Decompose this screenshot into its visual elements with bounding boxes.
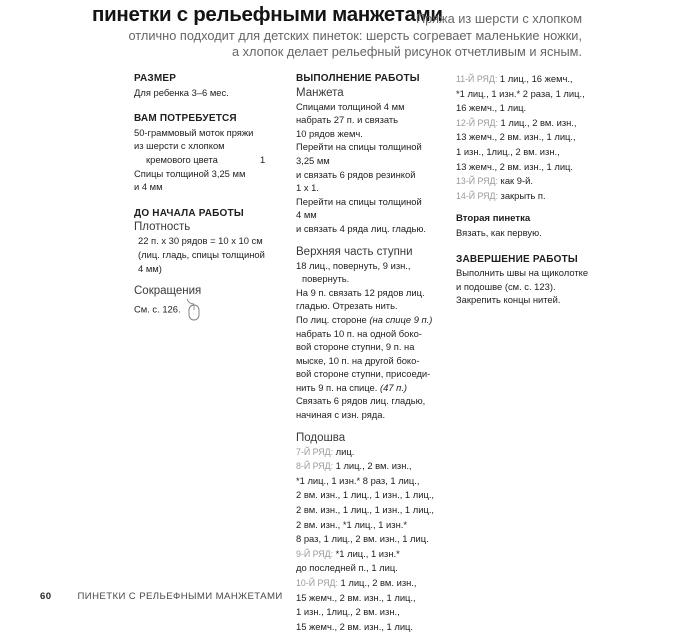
materials-line: Спицы толщиной 3,25 мм: [134, 167, 246, 179]
row-label: 11-Й РЯД:: [456, 74, 498, 84]
row-text: 1 лиц., 2 вм. изн.,: [333, 460, 412, 472]
cuff-heading: Манжета: [296, 86, 344, 99]
top-line: [296, 313, 448, 327]
density-line: 4 мм): [138, 262, 162, 274]
cuff-line: и связать 4 ряда лиц. гладью.: [296, 222, 427, 234]
finish-line: и подошве (см. с. 123).: [456, 280, 556, 292]
top-line: [296, 381, 448, 395]
sole-row: [296, 503, 448, 518]
cuff-line: 1 х 1.: [296, 182, 319, 194]
top-text: нить 9 п. на спице.: [296, 381, 380, 393]
row-text: 2 вм. изн., 1 лиц., 1 изн., 1 лиц.,: [296, 504, 435, 516]
materials-heading: ВАМ ПОТРЕБУЕТСЯ: [134, 113, 237, 125]
sole-row: [296, 532, 448, 547]
cuff-line: набрать 27 п. и связать: [296, 114, 399, 126]
sole-row: [456, 87, 598, 102]
row-text: 1 изн., 1лиц., 2 вм. изн.,: [296, 606, 400, 618]
intro-line: отлично подходит для детских пинеток: шерсть согревает маленькие ножки,: [128, 28, 582, 43]
finish-line: Закрепить концы нитей.: [456, 294, 561, 306]
density-heading: Плотность: [134, 221, 191, 234]
materials-line: [134, 153, 284, 167]
top-text: По лиц. стороне: [296, 313, 370, 325]
mouse-cursor-icon: [185, 298, 203, 322]
second-bootie-text: Вязать, как первую.: [456, 226, 542, 238]
materials-line: 50-граммовый моток пряжи: [134, 126, 254, 138]
row-text: 15 жемч., 2 вм. изн., 1 лиц.: [296, 620, 414, 632]
row-text: как 9-й.: [497, 175, 533, 187]
sole-row: [456, 72, 598, 87]
top-line: 18 лиц., повернуть, 9 изн.,: [296, 259, 411, 271]
top-line: вой стороне ступни, присоеди-: [296, 368, 431, 380]
sole-row: [296, 620, 448, 634]
finish-line: Выполнить швы на щиколотке: [456, 267, 589, 279]
intro-line: Пряжа из шерсти с хлопком: [415, 11, 582, 26]
sole-row: [456, 130, 598, 145]
row-text: 1 лиц., 2 вм. изн.,: [497, 116, 577, 128]
sole-row: [456, 101, 598, 116]
sole-row: [296, 518, 448, 533]
abbr-value: [134, 298, 284, 322]
top-note: (на спице 9 п.): [369, 313, 433, 325]
intro-line: а хлопок делает рельефный рисунок отчетливым и ясным.: [231, 44, 582, 59]
top-line: мыске, 10 п. на другой боко-: [296, 354, 420, 366]
sole-row: [456, 160, 598, 175]
column-materials: [134, 72, 284, 322]
row-text: 1 лиц., 2 вм. изн.,: [337, 577, 417, 588]
top-line: начиная с изн. ряда.: [296, 409, 386, 421]
row-text: 15 жемч., 2 вм. изн., 1 лиц.,: [296, 591, 416, 603]
size-value: Для ребенка 3–6 мес.: [134, 86, 229, 98]
row-label: 14-Й РЯД:: [456, 190, 498, 201]
page-number: 60: [40, 591, 52, 602]
row-label: 10-Й РЯД:: [296, 578, 338, 588]
cuff-line: 3,25 мм: [296, 154, 330, 166]
sole-row: [456, 116, 598, 131]
row-text: лиц.: [333, 445, 355, 457]
cuff-line: 10 рядов жемч.: [296, 127, 363, 139]
cuff-line: Спицами толщиной 4 мм: [296, 100, 405, 112]
column-instructions: [296, 72, 448, 634]
sole-heading: Подошва: [296, 431, 346, 444]
materials-line: и 4 мм: [134, 181, 163, 193]
sole-row: [296, 561, 448, 576]
work-heading: ВЫПОЛНЕНИЕ РАБОТЫ: [296, 73, 420, 84]
sole-row: [296, 547, 448, 562]
row-text: 1 изн., 1лиц., 2 вм. изн.,: [456, 145, 560, 157]
sole-row: [296, 459, 448, 474]
sole-row: [296, 445, 448, 460]
cuff-line: 4 мм: [296, 209, 317, 221]
row-label: 8-Й РЯД:: [296, 461, 334, 472]
row-label: 13-Й РЯД:: [456, 176, 498, 187]
sole-row: [296, 576, 448, 591]
row-text: 2 вм. изн., *1 лиц., 1 изн.*: [296, 518, 408, 530]
row-text: *1 лиц., 1 изн.* 8 раз, 1 лиц.,: [296, 474, 420, 486]
top-note: (47 п.): [380, 381, 408, 393]
top-heading: Верхняя часть ступни: [296, 245, 413, 258]
top-line: набрать 10 п. на одной боко-: [296, 327, 422, 339]
top-line: гладью. Отрезать нить.: [296, 300, 398, 312]
row-label: 12-Й РЯД:: [456, 117, 498, 128]
density-line: (лиц. гладь, спицы толщиной: [138, 248, 265, 260]
row-label: 7-Й РЯД:: [296, 446, 334, 457]
sole-row: [456, 145, 598, 160]
size-heading: РАЗМЕР: [134, 73, 177, 84]
row-label: 9-Й РЯД:: [296, 548, 334, 559]
sole-row: [296, 488, 448, 503]
top-line: На 9 п. связать 12 рядов лиц.: [296, 286, 425, 298]
row-text: 1 лиц., 16 жемч.,: [497, 73, 573, 84]
cuff-line: и связать 6 рядов резинкой: [296, 168, 416, 180]
sole-row: [456, 189, 598, 204]
row-text: 2 вм. изн., 1 лиц., 1 изн., 1 лиц.,: [296, 489, 435, 501]
page-footer: [40, 591, 283, 602]
density-line: 22 п. х 30 рядов = 10 х 10 см: [138, 235, 263, 247]
sole-row: [296, 591, 448, 606]
row-text: закрыть п.: [497, 189, 546, 201]
abbr-heading: Сокращения: [134, 285, 202, 298]
second-bootie-heading: Вторая пинетка: [456, 213, 531, 225]
finish-heading: ЗАВЕРШЕНИЕ РАБОТЫ: [456, 253, 578, 265]
top-line: Связать 6 рядов лиц. гладью,: [296, 395, 426, 407]
sole-row: [296, 605, 448, 620]
running-title: ПИНЕТКИ С РЕЛЬЕФНЫМИ МАНЖЕТАМИ: [77, 591, 283, 602]
sole-row: [456, 174, 598, 189]
row-text: до последней п., 1 лиц.: [296, 562, 398, 574]
materials-text: кремового цвета: [146, 153, 218, 165]
row-text: *1 лиц., 1 изн.*: [333, 547, 400, 559]
abbr-text: См. с. 126.: [134, 303, 181, 315]
column-finishing: [456, 72, 598, 307]
row-text: 8 раз, 1 лиц., 2 вм. изн., 1 лиц.: [296, 533, 429, 545]
top-line: повернуть.: [302, 273, 350, 285]
materials-line: из шерсти с хлопком: [134, 140, 225, 152]
row-text: *1 лиц., 1 изн.* 2 раза, 1 лиц.,: [456, 87, 585, 99]
row-text: 16 жемч., 1 лиц.: [456, 102, 527, 114]
cuff-line: Перейти на спицы толщиной: [296, 141, 422, 153]
top-line: вой стороне ступни, 9 п. на: [296, 341, 415, 353]
sole-row: [296, 474, 448, 489]
materials-qty: 1: [260, 153, 266, 165]
row-text: 13 жемч., 2 вм. изн., 1 лиц.: [456, 160, 574, 172]
before-heading: ДО НАЧАЛА РАБОТЫ: [134, 207, 244, 219]
page-title: пинетки с рельефными манжетами: [92, 3, 443, 26]
row-text: 13 жемч., 2 вм. изн., 1 лиц.,: [456, 131, 576, 143]
cuff-line: Перейти на спицы толщиной: [296, 195, 422, 207]
